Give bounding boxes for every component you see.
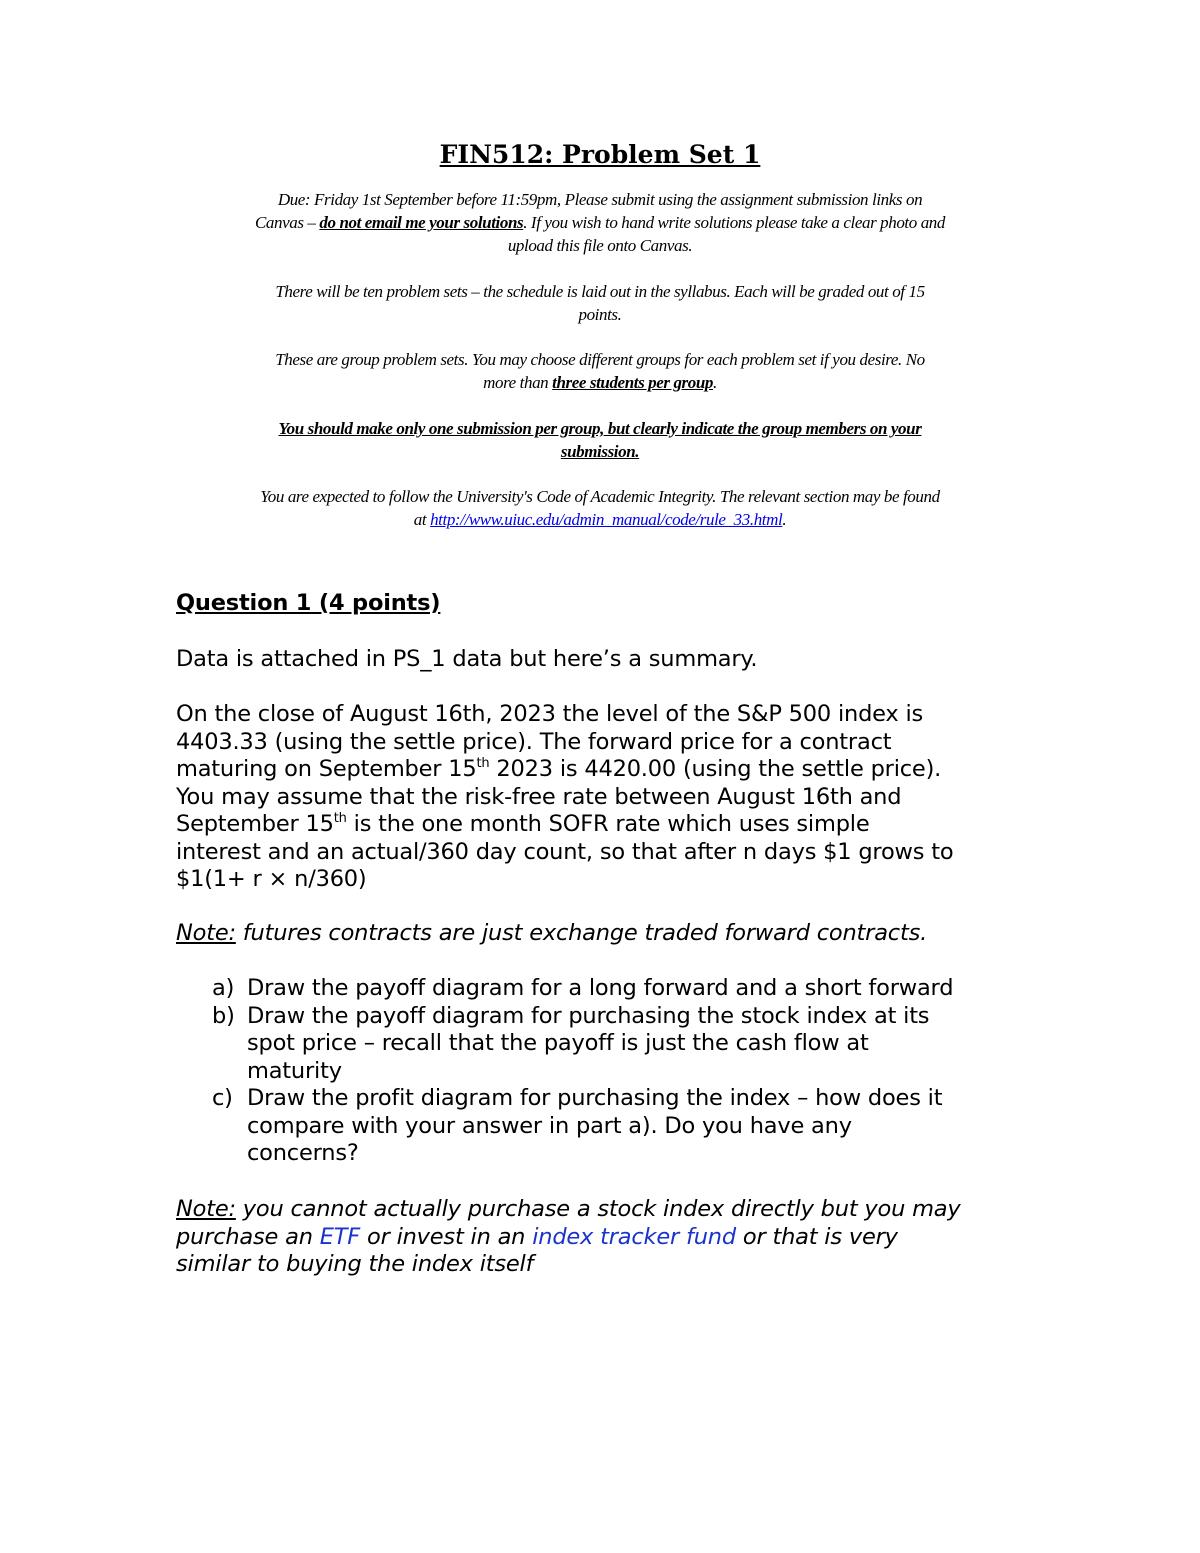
- list-item: b) Draw the payoff diagram for purchasing the stock index at its spot price – recall that the payoff is just the cash flow at maturity: [212, 1002, 930, 1084]
- problem-sets-paragraph: There will be ten problem sets – the schedule is laid out in the syllabus. Each will be graded out of 15 points.: [275, 282, 925, 324]
- submission-paragraph: You should make only one submission per group, but clearly indicate the group members on your submission.: [278, 419, 922, 461]
- list-item: c) Draw the profit diagram for purchasing the index – how does it compare with your answer in part a). Do you have any concerns?: [212, 1085, 943, 1166]
- data-summary-line: Data is attached in PS_1 data but here’s a summary.: [176, 646, 758, 672]
- group-size-note: three students per group: [552, 373, 714, 392]
- index-tracker-fund-term: index tracker fund: [532, 1223, 736, 1250]
- question-1-parts: [212, 975, 1032, 1168]
- question-1-paragraph: On the close of August 16th, 2023 the level of the S&P 500 index is 4403.33 (using the settle price). The forward price for a contract maturing on September 15th 2023 is 4420.00 (using the settle price). You may assume that the risk-free rate between August 16th and September 15th is the one month SOFR rate which uses simple interest and an actual/360 day count, so that after n days $1 grows to $1(1+ r × n/360): [176, 701, 954, 892]
- page-title: FIN512: Problem Set 1: [439, 140, 761, 169]
- integrity-paragraph: You are expected to follow the University's Code of Academic Integrity. The relevant section may be found at http://www.uiuc.edu/admin_manual/code/rule_33.html.: [260, 487, 940, 529]
- etf-term: ETF: [319, 1223, 361, 1250]
- integrity-link[interactable]: http://www.uiuc.edu/admin_manual/code/rule_33.html: [430, 510, 783, 529]
- list-item: a) Draw the payoff diagram for a long forward and a short forward: [212, 975, 954, 1001]
- group-paragraph: These are group problem sets. You may choose different groups for each problem set if you desire. No more than three students per group.: [275, 350, 925, 392]
- note-etf: Note: you cannot actually purchase a stock index directly but you may purchase an ETF or invest in an index tracker fund or that is very similar to buying the index itself: [176, 1196, 961, 1277]
- note-futures: Note: futures contracts are just exchange traded forward contracts.: [176, 920, 928, 946]
- question-1-heading: Question 1 (4 points): [176, 590, 441, 616]
- no-email-warning: do not email me your solutions: [319, 213, 524, 232]
- due-paragraph: Due: Friday 1st September before 11:59pm, Please submit using the assignment submission links on Canvas – do not email me your solutions. If you wish to hand write solutions please take a clear photo and upload this file onto Canvas.: [254, 190, 946, 255]
